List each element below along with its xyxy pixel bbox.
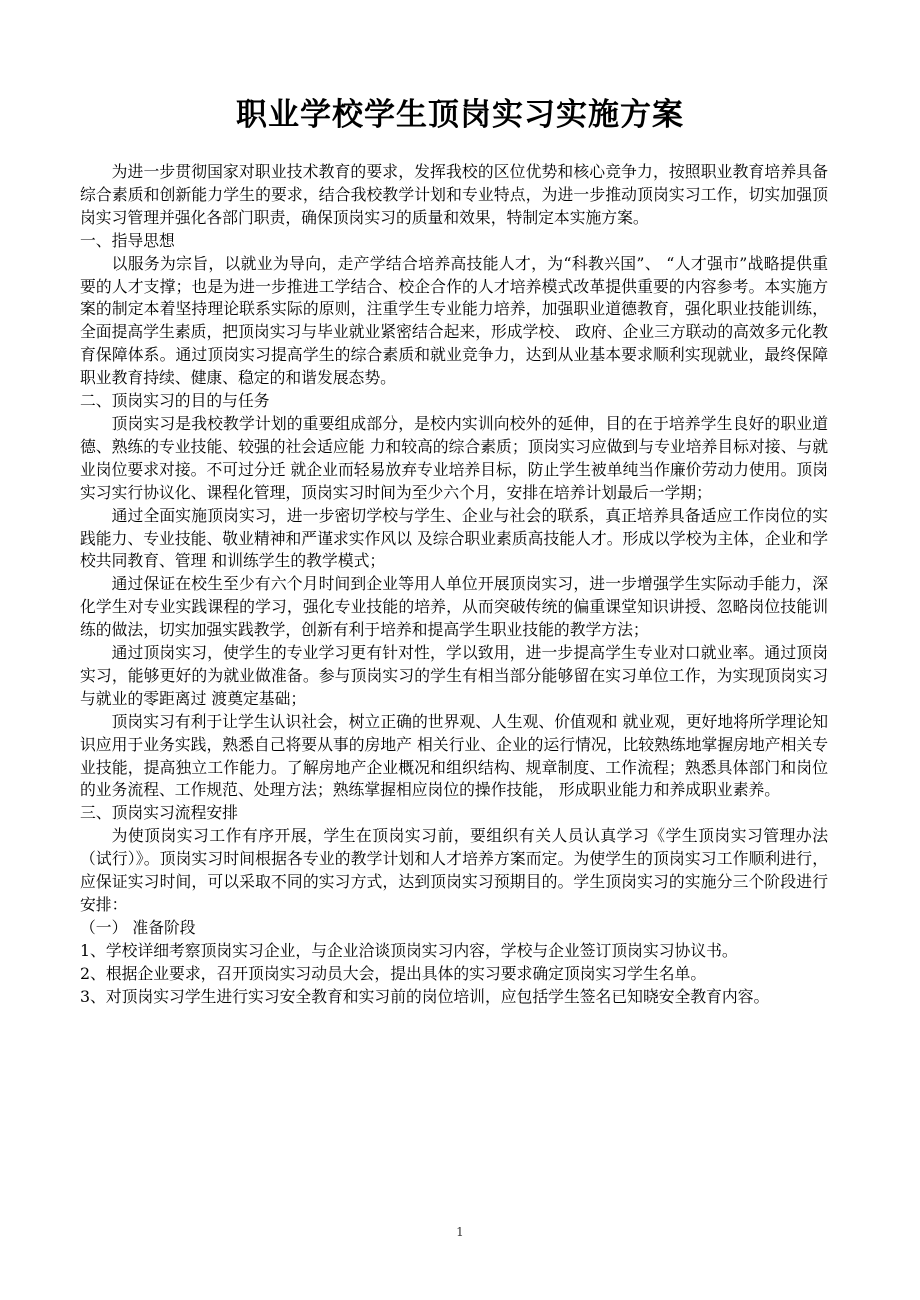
paragraph-purpose-2: 通过全面实施顶岗实习，进一步密切学校与学生、企业与社会的联系，真正培养具备适应工作岗位的实践能力、专业技能、敬业精神和严谨求实作风以 及综合职业素质高技能人才。形成以学校为主体，企业和学校共同教育、管理 和训练学生的教学模式； <box>80 505 828 571</box>
page-number: 1 <box>456 1225 464 1239</box>
paragraph-purpose-1: 顶岗实习是我校教学计划的重要组成部分，是校内实训向校外的延伸，目的在于培养学生良好的职业道德、熟练的专业技能、较强的社会适应能 力和较高的综合素质；顶岗实习应做到与专业培养目标对接、与就业岗位要求对接。不可过分迁 就企业而轻易放弃专业培养目标，防止学生被单纯当作廉价劳动力使用。顶岗实习实行协议化、课程化管理，顶岗实习时间为至少六个月，安排在培养计划最后一学期； <box>80 413 828 502</box>
paragraph-purpose-4: 通过顶岗实习，使学生的专业学习更有针对性，学以致用，进一步提高学生专业对口就业率。通过顶岗实习，能够更好的为就业做准备。参与顶岗实习的学生有相当部分能够留在实习单位工作，为实现顶岗实习与就业的零距离过 渡奠定基础； <box>80 643 828 708</box>
section-heading-purpose-tasks: 二、顶岗实习的目的与任务 <box>80 391 270 411</box>
paragraph-guiding-ideology: 以服务为宗旨，以就业为导向，走产学结合培养高技能人才，为“科教兴国”、 “人才强市”战略提供重要的人才支撑；也是为进一步推进工学结合、校企合作的人才培养模式改革提供重要的内容参考。本实施方案的制定本着坚持理论联系实际的原则，注重学生专业能力培养，加强职业道德教育，强化职业技能训练，全面提高学生素质，把顶岗实习与毕业就业紧密结合起来，形成学校、 政府、企业三方联动的高效多元化教育保障体系。通过顶岗实习提高学生的综合素质和就业竞争力，达到从业基本要求顺利实现就业，最终保障职业教育持续、健康、稳定的和谐发展态势。 <box>80 253 828 388</box>
document-body <box>80 161 828 1009</box>
paragraph-intro: 为进一步贯彻国家对职业技术教育的要求，发挥我校的区位优势和核心竞争力，按照职业教育培养具备综合素质和创新能力学生的要求，结合我校教学计划和专业特点，为进一步推动顶岗实习工作，切实加强顶岗实习管理并强化各部门职责，确保顶岗实习的质量和效果，特制定本实施方案。 <box>80 162 828 227</box>
paragraph-purpose-3: 通过保证在校生至少有六个月时间到企业等用人单位开展顶岗实习，进一步增强学生实际动手能力，深化学生对专业实践课程的学习，强化专业技能的培养，从而突破传统的偏重课堂知识讲授、忽略岗位技能训练的做法，切实加强实践教学，创新有利于培养和提高学生职业技能的教学方法； <box>80 574 828 640</box>
page-title: 职业学校学生顶岗实习实施方案 <box>236 97 684 133</box>
subheading-preparation-stage: （一） 准备阶段 <box>80 917 196 937</box>
list-item-2: 2、根据企业要求，召开顶岗实习动员大会，提出具体的实习要求确定顶岗实习学生名单。 <box>80 963 707 983</box>
list-item-3: 3、对顶岗实习学生进行实习安全教育和实习前的岗位培训，应包括学生签名已知晓安全教育内容。 <box>80 986 770 1006</box>
section-heading-process: 三、顶岗实习流程安排 <box>80 803 238 823</box>
section-heading-guiding-ideology: 一、指导思想 <box>80 230 175 250</box>
list-item-1: 1、学校详细考察顶岗实习企业，与企业洽谈顶岗实习内容，学校与企业签订顶岗实习协议书。 <box>80 940 738 960</box>
paragraph-process: 为使顶岗实习工作有序开展，学生在顶岗实习前，要组织有关人员认真学习《学生顶岗实习管理办法（试行）》。顶岗实习时间根据各专业的教学计划和人才培养方案而定。为使学生的顶岗实习工作顺利进行，应保证实习时间，可以采取不同的实习方式，达到顶岗实习预期目的。学生顶岗实习的实施分三个阶段进行安排： <box>80 826 828 914</box>
paragraph-purpose-5: 顶岗实习有利于让学生认识社会，树立正确的世界观、人生观、价值观和 就业观，更好地将所学理论知识应用于业务实践，熟悉自己将要从事的房地产 相关行业、企业的运行情况，比较熟练地掌握房地产相关专业技能，提高独立工作能力。了解房地产企业概况和组织结构、规章制度、工作流程；熟悉具体部门和岗位的业务流程、工作规范、处理方法；熟练掌握相应岗位的操作技能， 形成职业能力和养成职业素养。 <box>80 711 828 800</box>
